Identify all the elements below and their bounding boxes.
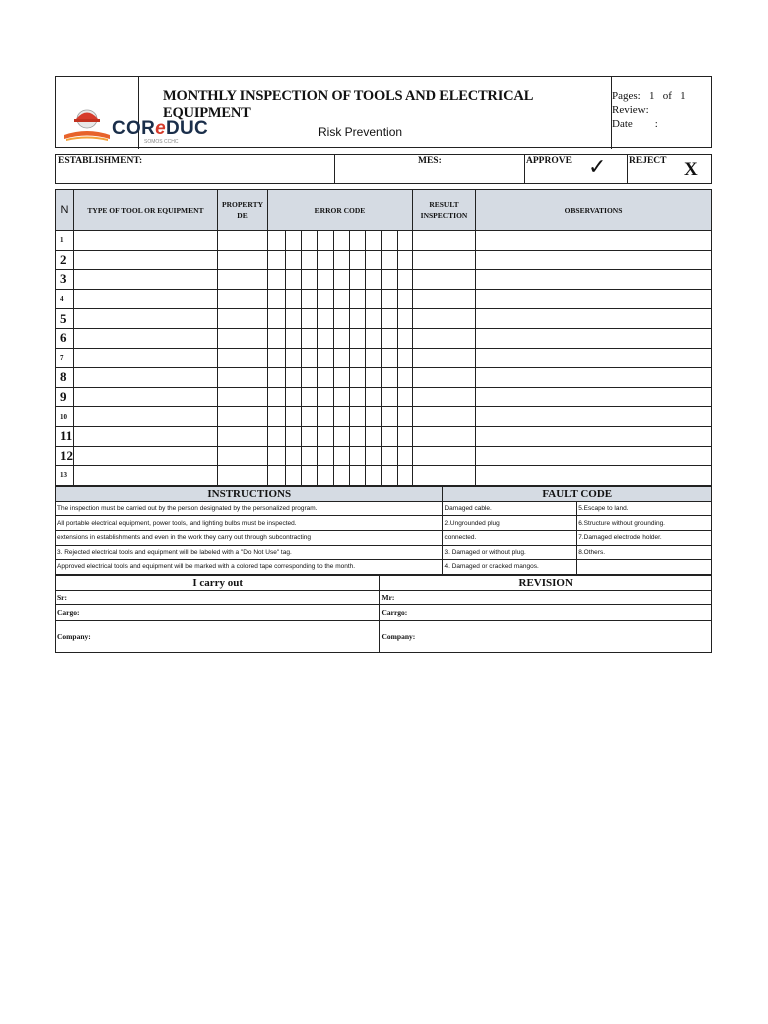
error-code-cell[interactable] [318, 309, 334, 329]
error-code-cell[interactable] [318, 289, 334, 309]
error-code-cell[interactable] [302, 466, 318, 486]
carry-out-name-field[interactable]: Sr: [56, 590, 380, 604]
property-cell[interactable] [218, 407, 268, 427]
col-error-code: ERROR CODE [268, 190, 413, 231]
error-code-cell[interactable] [398, 466, 413, 486]
fault-code-item: 5.Escape to land. [577, 501, 712, 516]
error-code-cell[interactable] [334, 250, 350, 270]
error-code-cell[interactable] [302, 328, 318, 348]
error-code-cell[interactable] [366, 368, 382, 388]
error-code-cell[interactable] [382, 231, 398, 251]
error-code-cell[interactable] [382, 328, 398, 348]
instruction-line: 3. Rejected electrical tools and equipment will be labeled with a "Do Not Use" tag. [56, 545, 443, 560]
result-cell[interactable] [413, 328, 476, 348]
type-cell[interactable] [74, 289, 218, 309]
instruction-line: Approved electrical tools and equipment will be marked with a colored tape corresponding to the month. [56, 560, 443, 575]
property-cell[interactable] [218, 368, 268, 388]
error-code-cell[interactable] [382, 348, 398, 368]
revision-cargo-field[interactable]: Carrgo: [380, 604, 712, 620]
check-icon: ✓ [588, 155, 607, 180]
error-code-cell[interactable] [382, 387, 398, 407]
observations-cell[interactable] [476, 446, 712, 466]
instruction-line: All portable electrical equipment, power tools, and lighting bulbs must be inspected. [56, 516, 443, 531]
date-line: Date : [612, 118, 658, 130]
result-cell[interactable] [413, 231, 476, 251]
col-observations: OBSERVATIONS [476, 190, 712, 231]
observations-cell[interactable] [476, 407, 712, 427]
error-code-cell[interactable] [366, 289, 382, 309]
observations-cell[interactable] [476, 289, 712, 309]
error-code-cell[interactable] [350, 270, 366, 290]
error-code-cell[interactable] [302, 446, 318, 466]
error-code-cell[interactable] [268, 309, 286, 329]
error-code-cell[interactable] [334, 328, 350, 348]
result-cell[interactable] [413, 466, 476, 486]
fault-code-item: 4. Damaged or cracked mangos. [443, 560, 577, 575]
logo-tagline: SOMOS CCHC [144, 139, 179, 145]
error-code-cell[interactable] [350, 289, 366, 309]
error-code-cell[interactable] [366, 328, 382, 348]
error-code-cell[interactable] [366, 231, 382, 251]
table-row [56, 466, 712, 486]
col-property: PROPERTY DE [218, 190, 268, 231]
type-cell[interactable] [74, 250, 218, 270]
type-cell[interactable] [74, 426, 218, 446]
instruction-row [56, 516, 712, 531]
observations-cell[interactable] [476, 250, 712, 270]
error-code-cell[interactable] [268, 407, 286, 427]
result-cell[interactable] [413, 270, 476, 290]
error-code-cell[interactable] [268, 446, 286, 466]
result-cell[interactable] [413, 387, 476, 407]
error-code-cell[interactable] [398, 387, 413, 407]
error-code-cell[interactable] [398, 309, 413, 329]
page-subtitle: Risk Prevention [318, 125, 403, 139]
instructions-header-row [56, 486, 712, 501]
instructions-heading: INSTRUCTIONS [56, 486, 443, 501]
error-code-cell[interactable] [268, 289, 286, 309]
error-code-cell[interactable] [286, 270, 302, 290]
error-code-cell[interactable] [398, 270, 413, 290]
error-code-cell[interactable] [302, 250, 318, 270]
signature-cargo-row [56, 604, 712, 620]
inspection-form [55, 76, 712, 653]
result-cell[interactable] [413, 289, 476, 309]
error-code-cell[interactable] [334, 289, 350, 309]
fault-code-item [577, 560, 712, 575]
error-code-cell[interactable] [398, 368, 413, 388]
result-cell[interactable] [413, 426, 476, 446]
observations-cell[interactable] [476, 231, 712, 251]
page-title: MONTHLY INSPECTION OF TOOLS AND ELECTRICAL EQUIPMENT [163, 88, 533, 121]
error-code-cell[interactable] [318, 446, 334, 466]
error-code-cell[interactable] [334, 348, 350, 368]
error-code-cell[interactable] [268, 270, 286, 290]
fault-code-item: 2.Ungrounded plug [443, 516, 577, 531]
table-row [56, 387, 712, 407]
error-code-cell[interactable] [382, 368, 398, 388]
establishment-field[interactable]: ESTABLISHMENT: [56, 155, 335, 183]
error-code-cell[interactable] [286, 446, 302, 466]
property-cell[interactable] [218, 309, 268, 329]
error-code-cell[interactable] [382, 270, 398, 290]
instruction-row [56, 530, 712, 545]
error-code-cell[interactable] [350, 368, 366, 388]
error-code-cell[interactable] [366, 387, 382, 407]
error-code-cell[interactable] [334, 407, 350, 427]
form-header [55, 76, 712, 148]
revision-company-field[interactable]: Company: [380, 620, 712, 652]
row-number: 6 [56, 328, 74, 348]
page-meta [612, 89, 686, 131]
error-code-cell[interactable] [350, 250, 366, 270]
type-cell[interactable] [74, 348, 218, 368]
error-code-cell[interactable] [286, 231, 302, 251]
signature-name-row [56, 590, 712, 604]
table-row [56, 231, 712, 251]
error-code-cell[interactable] [268, 466, 286, 486]
property-cell[interactable] [218, 231, 268, 251]
row-number: 1 [56, 231, 74, 251]
result-cell[interactable] [413, 348, 476, 368]
fault-code-item: 3. Damaged or without plug. [443, 545, 577, 560]
row-number: 12 [56, 446, 74, 466]
error-code-cell[interactable] [398, 348, 413, 368]
error-code-cell[interactable] [382, 466, 398, 486]
error-code-cell[interactable] [366, 407, 382, 427]
error-code-cell[interactable] [366, 250, 382, 270]
type-cell[interactable] [74, 231, 218, 251]
error-code-cell[interactable] [318, 466, 334, 486]
property-cell[interactable] [218, 250, 268, 270]
property-cell[interactable] [218, 270, 268, 290]
signature-company-row [56, 620, 712, 652]
result-cell[interactable] [413, 446, 476, 466]
carry-out-heading: I carry out [56, 575, 380, 590]
type-cell[interactable] [74, 446, 218, 466]
review-line: Review: [612, 104, 649, 116]
type-cell[interactable] [74, 387, 218, 407]
instruction-row [56, 501, 712, 516]
table-row [56, 368, 712, 388]
error-code-cell[interactable] [398, 426, 413, 446]
error-code-cell[interactable] [382, 250, 398, 270]
error-code-cell[interactable] [268, 387, 286, 407]
error-code-cell[interactable] [350, 426, 366, 446]
type-cell[interactable] [74, 270, 218, 290]
error-code-cell[interactable] [268, 426, 286, 446]
pages-line: Pages: 1 of 1 [612, 90, 686, 102]
signature-table [55, 575, 712, 653]
error-code-cell[interactable] [268, 368, 286, 388]
table-row [56, 289, 712, 309]
error-code-cell[interactable] [318, 231, 334, 251]
error-code-cell[interactable] [318, 407, 334, 427]
x-mark-icon: X [684, 159, 698, 180]
property-cell[interactable] [218, 466, 268, 486]
error-code-cell[interactable] [350, 446, 366, 466]
error-code-cell[interactable] [318, 348, 334, 368]
table-header-row [56, 190, 712, 231]
row-number: 3 [56, 270, 74, 290]
property-cell[interactable] [218, 289, 268, 309]
error-code-cell[interactable] [318, 368, 334, 388]
error-code-cell[interactable] [302, 231, 318, 251]
error-code-cell[interactable] [350, 348, 366, 368]
row-number: 2 [56, 250, 74, 270]
error-code-cell[interactable] [334, 466, 350, 486]
error-code-cell[interactable] [382, 426, 398, 446]
signature-header-row [56, 575, 712, 590]
table-row [56, 446, 712, 466]
observations-cell[interactable] [476, 387, 712, 407]
instruction-line: The inspection must be carried out by the person designated by the personalized program. [56, 501, 443, 516]
error-code-cell[interactable] [286, 426, 302, 446]
error-code-cell[interactable] [286, 368, 302, 388]
error-code-cell[interactable] [302, 368, 318, 388]
result-cell[interactable] [413, 250, 476, 270]
error-code-cell[interactable] [302, 407, 318, 427]
type-cell[interactable] [74, 328, 218, 348]
instruction-line: extensions in establishments and even in the work they carry out through subcontracting [56, 530, 443, 545]
error-code-cell[interactable] [286, 328, 302, 348]
error-code-cell[interactable] [366, 426, 382, 446]
error-code-cell[interactable] [350, 231, 366, 251]
error-code-cell[interactable] [366, 270, 382, 290]
table-row [56, 250, 712, 270]
error-code-cell[interactable] [366, 309, 382, 329]
fault-code-item: Damaged cable. [443, 501, 577, 516]
error-code-cell[interactable] [286, 309, 302, 329]
error-code-cell[interactable] [318, 270, 334, 290]
error-code-cell[interactable] [302, 289, 318, 309]
error-code-cell[interactable] [398, 407, 413, 427]
error-code-cell[interactable] [286, 250, 302, 270]
error-code-cell[interactable] [334, 309, 350, 329]
error-code-cell[interactable] [350, 407, 366, 427]
error-code-cell[interactable] [286, 466, 302, 486]
row-number: 5 [56, 309, 74, 329]
revision-heading: REVISION [380, 575, 712, 590]
observations-cell[interactable] [476, 426, 712, 446]
error-code-cell[interactable] [334, 446, 350, 466]
table-body [56, 231, 712, 486]
error-code-cell[interactable] [350, 328, 366, 348]
logo-wordmark: COReDUC [112, 118, 209, 139]
establishment-row [55, 154, 712, 184]
type-cell[interactable] [74, 407, 218, 427]
instructions-table [55, 486, 712, 575]
carry-out-company-field[interactable]: Company: [56, 620, 380, 652]
observations-cell[interactable] [476, 348, 712, 368]
table-row [56, 348, 712, 368]
error-code-cell[interactable] [286, 348, 302, 368]
row-number: 13 [56, 466, 74, 486]
error-code-cell[interactable] [302, 309, 318, 329]
error-code-cell[interactable] [350, 387, 366, 407]
error-code-cell[interactable] [398, 328, 413, 348]
error-code-cell[interactable] [268, 328, 286, 348]
error-code-cell[interactable] [268, 231, 286, 251]
result-cell[interactable] [413, 368, 476, 388]
instruction-row [56, 560, 712, 575]
error-code-cell[interactable] [302, 348, 318, 368]
revision-name-field[interactable]: Mr: [380, 590, 712, 604]
property-cell[interactable] [218, 387, 268, 407]
col-result: RESULT INSPECTION [413, 190, 476, 231]
row-number: 11 [56, 426, 74, 446]
error-code-cell[interactable] [302, 426, 318, 446]
error-code-cell[interactable] [366, 466, 382, 486]
error-code-cell[interactable] [350, 466, 366, 486]
type-cell[interactable] [74, 368, 218, 388]
row-number: 9 [56, 387, 74, 407]
helmet-book-icon [62, 105, 112, 145]
observations-cell[interactable] [476, 270, 712, 290]
error-code-cell[interactable] [318, 328, 334, 348]
col-type: TYPE OF TOOL OR EQUIPMENT [74, 190, 218, 231]
type-cell[interactable] [74, 309, 218, 329]
fault-code-item: 7.Damaged electrode holder. [577, 530, 712, 545]
error-code-cell[interactable] [334, 231, 350, 251]
result-cell[interactable] [413, 309, 476, 329]
observations-cell[interactable] [476, 309, 712, 329]
error-code-cell[interactable] [334, 270, 350, 290]
error-code-cell[interactable] [286, 387, 302, 407]
error-code-cell[interactable] [398, 231, 413, 251]
table-row [56, 328, 712, 348]
fault-code-heading: FAULT CODE [443, 486, 712, 501]
error-code-cell[interactable] [318, 387, 334, 407]
result-cell[interactable] [413, 407, 476, 427]
type-cell[interactable] [74, 466, 218, 486]
property-cell[interactable] [218, 348, 268, 368]
error-code-cell[interactable] [302, 387, 318, 407]
error-code-cell[interactable] [398, 446, 413, 466]
fault-code-item: connected. [443, 530, 577, 545]
error-code-cell[interactable] [334, 387, 350, 407]
error-code-cell[interactable] [318, 426, 334, 446]
row-number: 8 [56, 368, 74, 388]
error-code-cell[interactable] [350, 309, 366, 329]
row-number: 7 [56, 348, 74, 368]
observations-cell[interactable] [476, 466, 712, 486]
error-code-cell[interactable] [366, 348, 382, 368]
row-number: 10 [56, 407, 74, 427]
table-row [56, 309, 712, 329]
row-number: 4 [56, 289, 74, 309]
property-cell[interactable] [218, 446, 268, 466]
mes-field[interactable]: MES: [334, 155, 525, 183]
title-area [138, 77, 612, 149]
error-code-cell[interactable] [268, 348, 286, 368]
table-row [56, 407, 712, 427]
property-cell[interactable] [218, 328, 268, 348]
table-row [56, 270, 712, 290]
error-code-cell[interactable] [334, 426, 350, 446]
error-code-cell[interactable] [286, 407, 302, 427]
instruction-row [56, 545, 712, 560]
error-code-cell[interactable] [382, 289, 398, 309]
observations-cell[interactable] [476, 368, 712, 388]
fault-code-item: 6.Structure without grounding. [577, 516, 712, 531]
error-code-cell[interactable] [366, 446, 382, 466]
error-code-cell[interactable] [334, 368, 350, 388]
inspection-table [55, 189, 712, 486]
error-code-cell[interactable] [398, 250, 413, 270]
error-code-cell[interactable] [398, 289, 413, 309]
carry-out-cargo-field[interactable]: Cargo: [56, 604, 380, 620]
reject-field[interactable]: REJECT X [629, 156, 698, 180]
error-code-cell[interactable] [382, 407, 398, 427]
fault-code-item: 8.Others. [577, 545, 712, 560]
col-n: N [56, 190, 74, 231]
error-code-cell[interactable] [382, 446, 398, 466]
error-code-cell[interactable] [382, 309, 398, 329]
error-code-cell[interactable] [318, 250, 334, 270]
table-row [56, 426, 712, 446]
property-cell[interactable] [218, 426, 268, 446]
error-code-cell[interactable] [286, 289, 302, 309]
error-code-cell[interactable] [268, 250, 286, 270]
observations-cell[interactable] [476, 328, 712, 348]
approve-field[interactable]: APPROVE ✓ [524, 155, 628, 183]
error-code-cell[interactable] [302, 270, 318, 290]
